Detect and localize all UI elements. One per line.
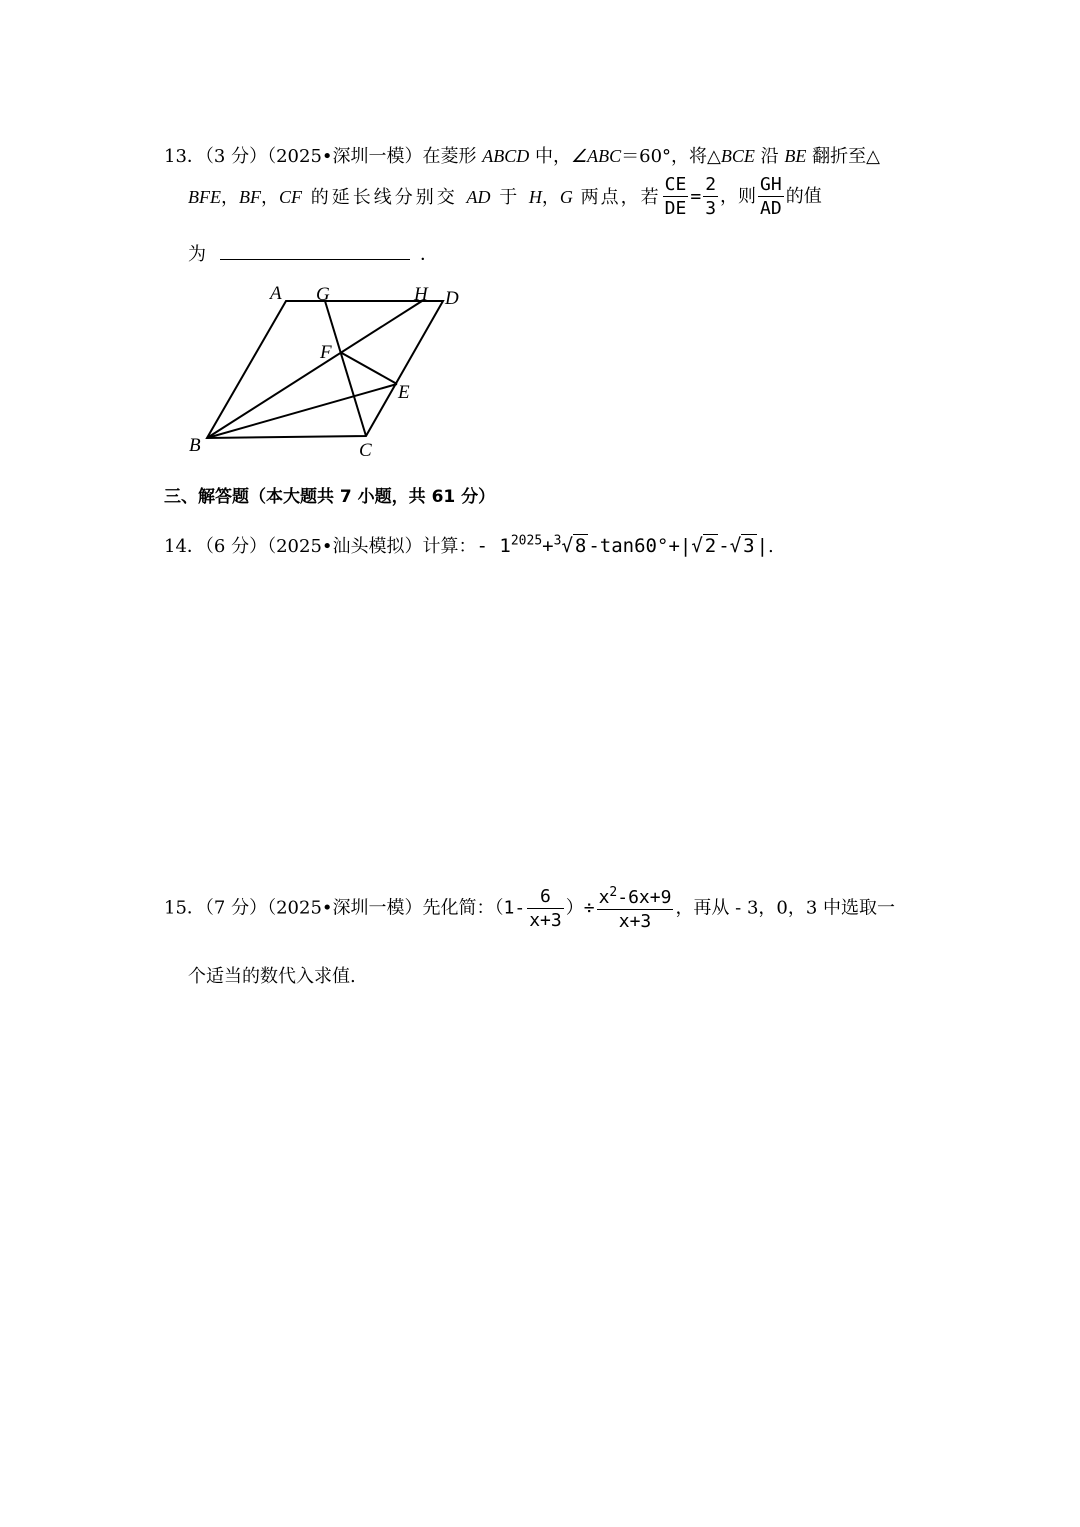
q13-text: ， [221,186,239,208]
q13-angle: ∠ABC [571,146,622,166]
q15-line-2: 个适当的数代入求值. [188,966,356,987]
answer-blank[interactable] [220,243,410,260]
q13-var: AD [466,186,491,207]
fraction-denominator: AD [760,198,782,219]
q15-score: （7 分） [204,897,268,919]
q13-text: 的值 [785,186,822,207]
expr-part: - 1 [476,535,511,557]
q14-source: （2025•汕头模拟） [267,536,423,557]
label-e: E [398,382,410,403]
section-title: 三、解答题（本大题共 7 小题，共 61 分） [164,487,496,507]
expr-part: | [756,535,769,557]
fraction-numerator: CE [664,174,687,195]
rhombus-figure [180,280,480,460]
q14-end: . [768,536,774,557]
q15-line-1 [164,886,895,931]
q13-var: BE [784,146,807,166]
fraction-numerator: x [598,887,610,908]
segment-bh [207,301,422,438]
q13-text: 的延长线分别交 [302,186,467,208]
segment-gc [325,301,366,436]
q14-score: （6 分） [204,536,268,557]
q15-fraction-1 [527,885,564,931]
fraction-denominator: x+3 [618,911,652,932]
q15-fraction-2 [597,886,674,931]
q14-line [164,532,774,558]
fraction-numerator: -6x+9 [617,887,672,908]
expr-radicand: 2 [704,535,717,557]
expr-radicand: 3 [743,535,755,557]
q13-line-3 [188,240,438,266]
q13-text: 中， [529,146,571,167]
q13-var: CF [279,186,303,207]
q13-number: 13． [164,146,205,167]
fraction-denominator: 3 [705,198,717,219]
q13-source: （2025•深圳一模） [267,146,423,167]
q13-var: BF [239,186,261,207]
q13-equals: = [690,186,702,207]
q13-fraction-ce-de [663,176,689,218]
q13-text: 翻折至△ [806,146,880,167]
label-g: G [316,284,330,305]
q13-text: ＝60°，将△ [621,146,721,167]
fraction-denominator: DE [664,198,687,219]
q14-expression [477,535,769,557]
q13-score: （3 分） [204,146,268,167]
q15-text: ，再从 - 3，0，3 中选取一 [675,897,896,919]
q13-fraction-2-3 [703,176,718,218]
label-h: H [414,284,428,305]
label-c: C [359,440,372,460]
q13-var: G [559,186,573,207]
fraction-numerator: 6 [527,888,564,909]
root-sign-icon: √ [729,535,742,557]
q13-text: ，则 [720,186,757,207]
q15-source: （2025•深圳一模） [267,897,423,919]
q13-line-1 [164,142,880,168]
label-d: D [445,288,459,309]
q13-line-2 [188,176,822,218]
q13-text: 于 [490,186,529,208]
expr-part: + [542,535,554,557]
label-b: B [189,435,201,456]
expr-part: -tan60° [588,535,669,557]
label-a: A [270,283,282,304]
q13-text: 为 [188,244,206,265]
q13-var: ABCD [482,146,530,166]
expr-part: - [718,535,730,557]
label-f: F [320,342,332,363]
fraction-exponent: 2 [609,885,618,900]
q14-lead: 计算： [422,536,477,557]
q13-end: ． [420,244,438,265]
q13-text: 在菱形 [422,146,483,167]
fraction-denominator: x+3 [529,909,562,931]
expr-root-index: 3 [553,533,562,549]
q15-lead: 先化简： [422,897,495,919]
q13-fraction-gh-ad [758,176,784,218]
root-sign-icon: √ [561,535,573,557]
q13-var: BFE [188,186,221,207]
expr-exponent: 2025 [510,533,543,549]
expr-part: +| [668,535,692,557]
q13-text: ， [261,186,279,208]
rhombus-abcd [207,301,443,438]
q15-expr-open: （1- [494,897,526,919]
q13-var: H [528,186,542,207]
expr-radicand: 8 [574,535,587,557]
root-sign-icon: √ [691,535,703,557]
q14-number: 14． [164,536,205,557]
fraction-numerator: GH [760,174,782,195]
fraction-numerator: 2 [705,174,717,195]
q13-text: 沿 [754,146,785,167]
q13-text: ， [541,186,560,208]
q15-number: 15． [164,897,205,919]
q15-expr-close: ）÷ [565,897,595,919]
q13-var: BCE [720,146,755,166]
q13-text: 两点，若 [572,186,661,208]
